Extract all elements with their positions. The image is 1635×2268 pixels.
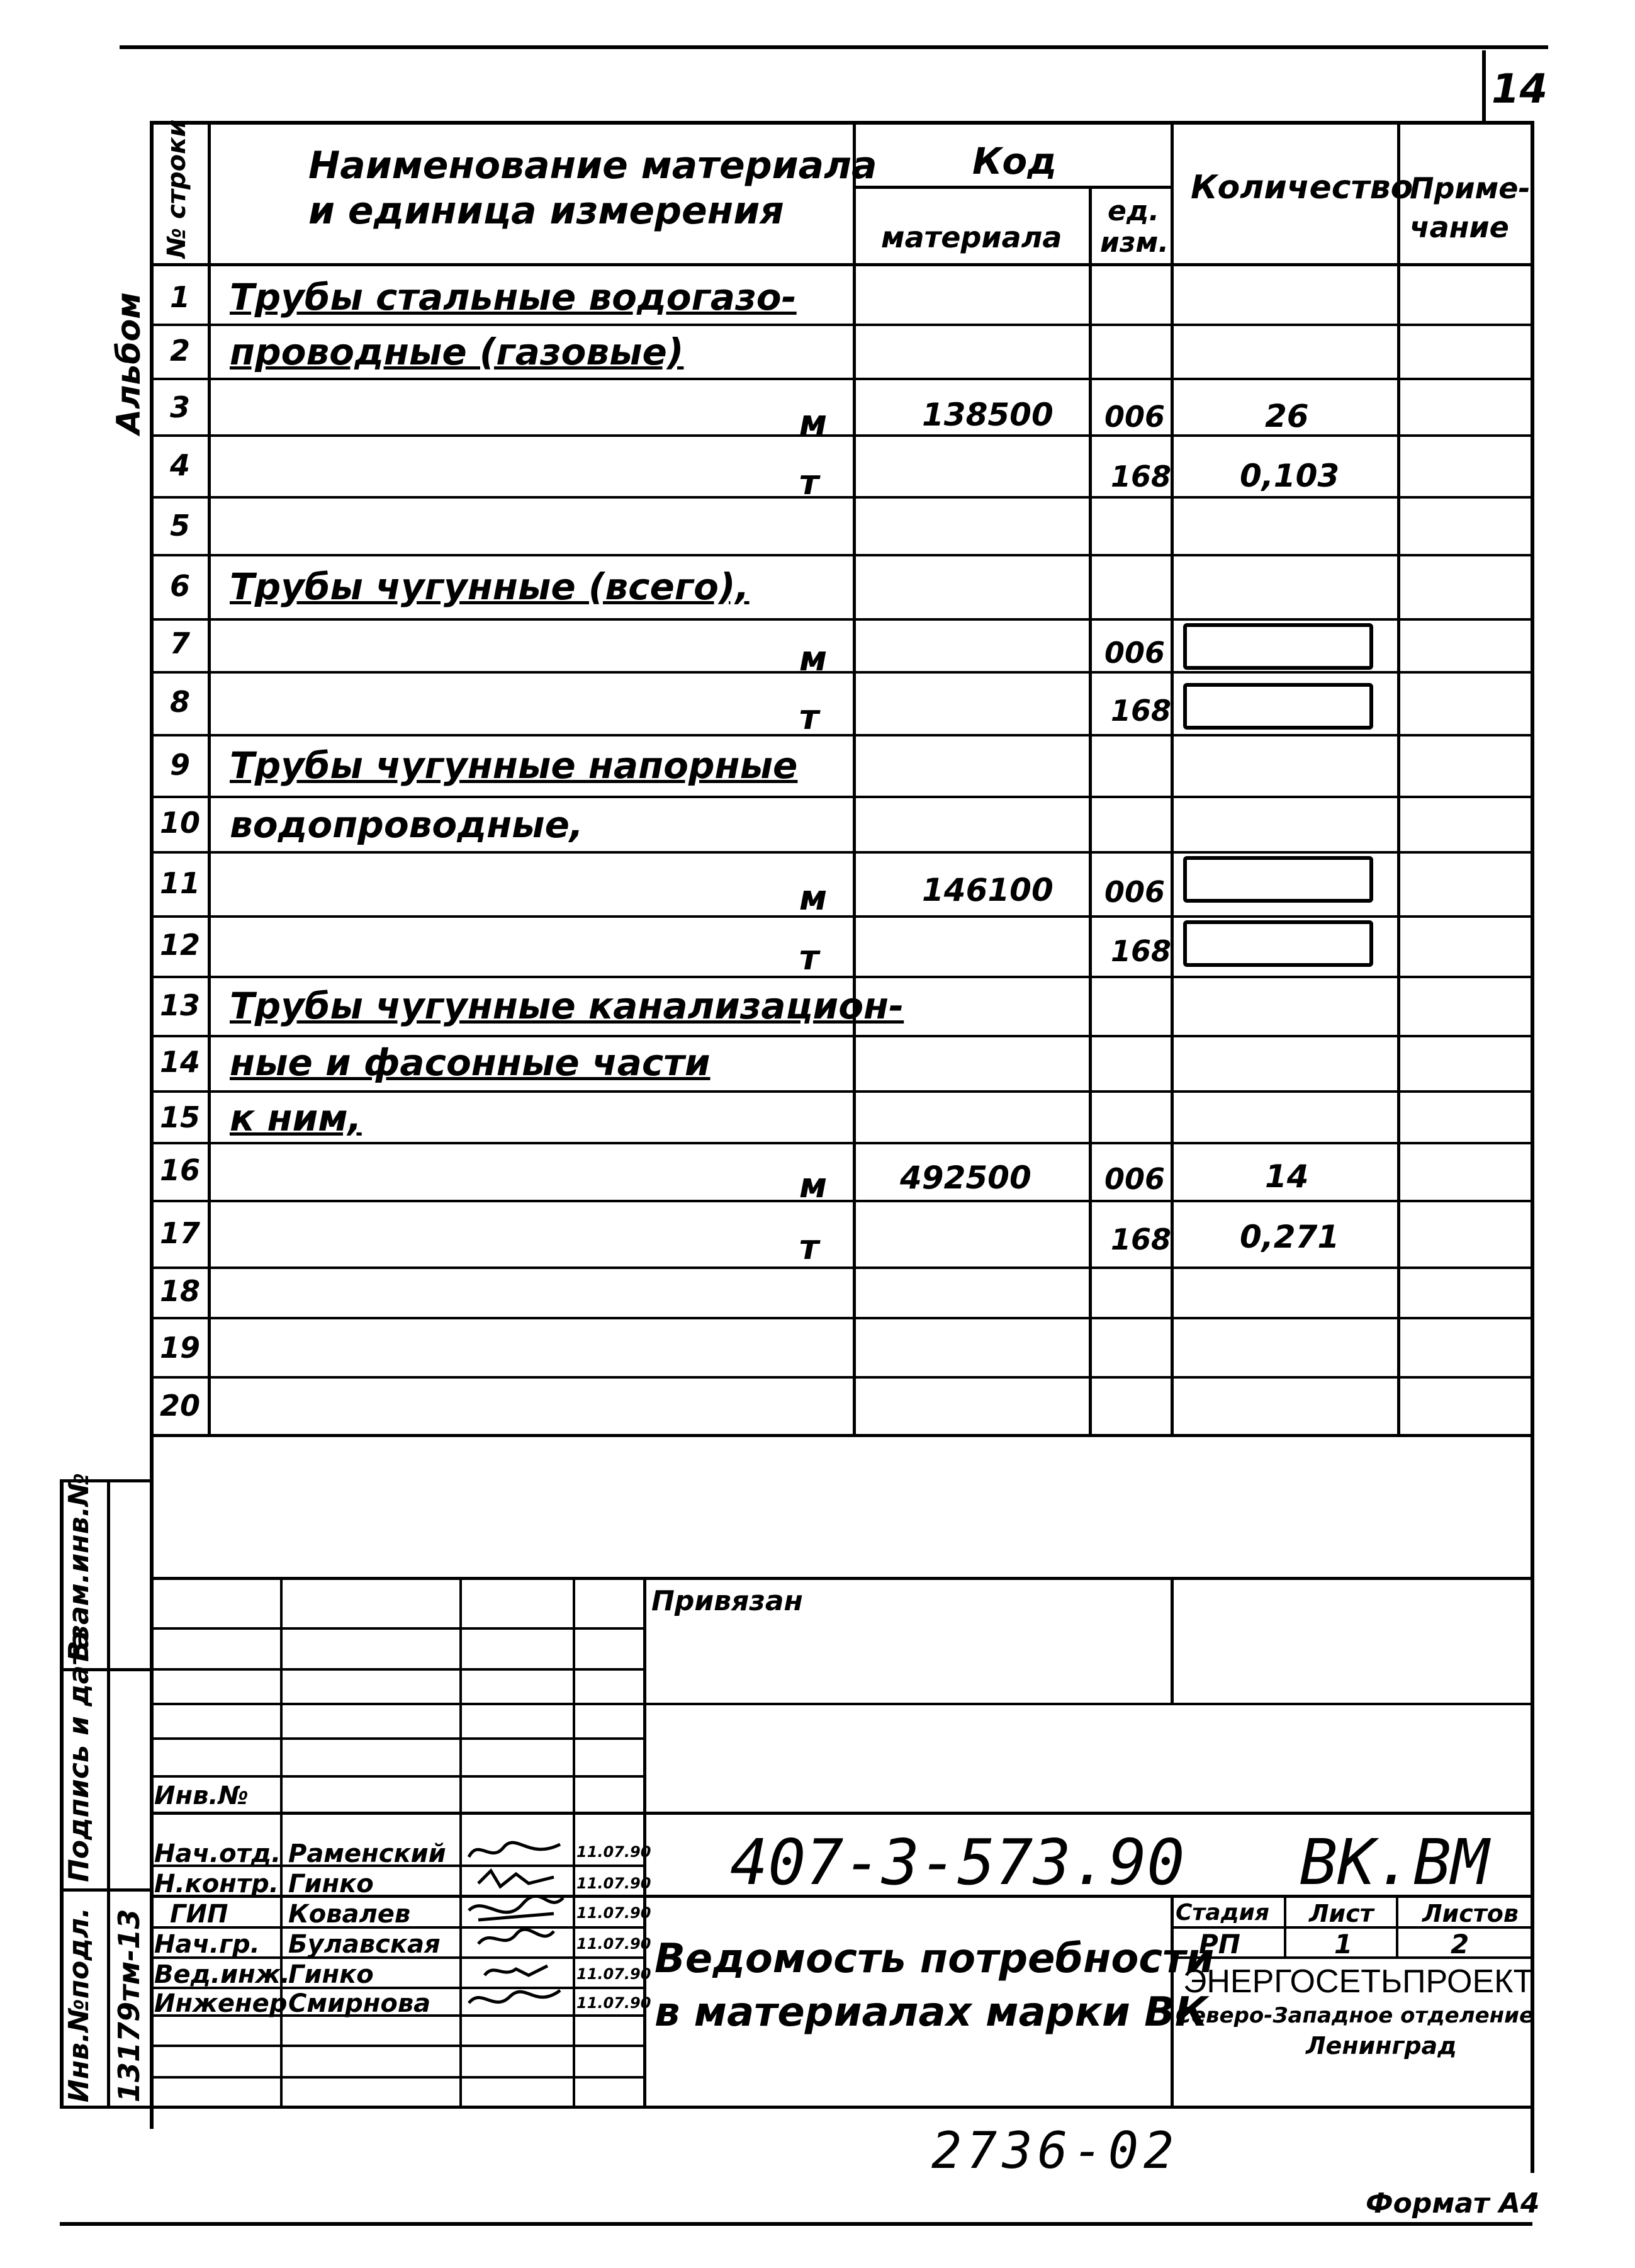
unit-label: т [799, 697, 819, 737]
row-line [150, 671, 1534, 674]
signature [472, 1865, 560, 1895]
side-strip-divider [60, 1888, 151, 1892]
row-line [150, 976, 1534, 978]
row-number: 15 [159, 1100, 200, 1134]
role-label: Вед.инж. [154, 1960, 290, 1989]
row-number: 10 [159, 806, 200, 840]
role-label: Нач.гр. [154, 1930, 260, 1959]
organization-name: ЭНЕРГОСЕТЬПРОЕКТ [1183, 1963, 1534, 2000]
sheet-value: 1 [1334, 1929, 1353, 1960]
unit-code: 006 [1104, 875, 1166, 909]
document-title-line2: в материалах марки ВК [655, 1989, 1208, 2036]
format-label: Формат А4 [1366, 2187, 1540, 2220]
sign-date: 11.07.90 [576, 1904, 651, 1922]
sign-date: 11.07.90 [576, 1994, 651, 2012]
name-header-line1: Наименование материала [308, 144, 877, 188]
row-line [150, 1035, 1534, 1037]
vzam-inv-label: Взам.инв.№ [63, 1472, 95, 1662]
inv-value: 13179тм-13 [112, 1909, 146, 2102]
unit-code: 006 [1104, 636, 1166, 670]
sign-date: 11.07.90 [576, 1965, 651, 1983]
bottom-border-line [60, 2222, 1532, 2226]
stamp-col-line [1284, 1895, 1286, 1956]
signature [478, 1956, 554, 1985]
stage-label: Стадия [1176, 1900, 1269, 1926]
sheet-label: Лист [1309, 1900, 1374, 1927]
sign-date: 11.07.90 [576, 1935, 651, 1953]
header-col-line [853, 121, 856, 1436]
material-name: ные и фасонные части [230, 1041, 711, 1084]
person-name: Раменский [288, 1839, 446, 1868]
person-name: Булавская [288, 1930, 441, 1959]
row-line [150, 378, 1534, 380]
material-name: Трубы стальные водогазо- [230, 276, 797, 319]
row-line [150, 1267, 1534, 1269]
unit-code: 168 [1111, 934, 1172, 968]
stamp-col-line [643, 1577, 646, 2106]
unit-code: 168 [1111, 694, 1172, 728]
unit-code: 168 [1111, 1222, 1172, 1256]
unit-code: 006 [1104, 1162, 1166, 1196]
role-label: Инженер [154, 1989, 288, 2018]
stamp-line [150, 2045, 644, 2047]
row-number: 9 [169, 748, 190, 782]
material-name: Трубы чугунные напорные [230, 744, 798, 787]
row-number: 5 [169, 509, 190, 543]
header-col-line [1397, 121, 1400, 1436]
row-number: 20 [159, 1389, 200, 1423]
role-label: Нач.отд. [154, 1839, 281, 1868]
inv-no-podl-label: Инв.№подл. [63, 1907, 95, 2102]
unit-label: т [799, 463, 819, 502]
document-code: 407-3-573.90 [730, 1825, 1185, 1899]
unit-label: м [799, 878, 828, 918]
role-label: Н.контр. [154, 1870, 279, 1898]
row-line [150, 1434, 1534, 1437]
stamp-col-line [1171, 1577, 1174, 1703]
page-number-box-left [1482, 50, 1486, 121]
row-line [150, 1317, 1534, 1319]
signature-date-label: Подпись и дата [63, 1630, 95, 1882]
row-line [150, 734, 1534, 736]
material-name: к ним, [230, 1097, 362, 1139]
quantity-value: 0,271 [1240, 1219, 1340, 1255]
material-name: Трубы чугунные (всего), [230, 565, 750, 608]
quantity-header: Количество [1191, 169, 1413, 206]
archive-number: 2736-02 [931, 2121, 1179, 2180]
row-line [150, 1200, 1534, 1202]
quantity-blank-box [1183, 856, 1373, 903]
row-number: 1 [169, 280, 190, 314]
unit-label: м [799, 1166, 828, 1205]
row-number: 11 [159, 866, 200, 900]
stamp-line [150, 1668, 644, 1671]
header-bottom-line [150, 263, 1534, 266]
row-number: 7 [169, 626, 190, 660]
row-number: 17 [159, 1216, 200, 1250]
row-line [150, 915, 1534, 918]
table-top-line [150, 121, 1534, 125]
signature [466, 1835, 566, 1866]
signature [466, 1984, 566, 2014]
row-number: 18 [159, 1274, 200, 1308]
row-number: 16 [159, 1153, 200, 1187]
inv-no-label: Инв.№ [154, 1781, 249, 1810]
row-number: 19 [159, 1331, 200, 1365]
sign-date: 11.07.90 [576, 1875, 651, 1892]
row-number: 6 [169, 569, 190, 603]
row-number: 14 [159, 1045, 200, 1079]
quantity-blank-box [1183, 920, 1373, 967]
person-name: Смирнова [288, 1989, 431, 2018]
stamp-line [150, 1627, 644, 1630]
document-mark: ВК.ВМ [1300, 1825, 1490, 1899]
top-border-line [120, 45, 1548, 49]
privyazan-label: Привязан [651, 1585, 803, 1617]
row-line [150, 554, 1534, 556]
row-number: 3 [169, 390, 190, 424]
material-name: Трубы чугунные канализацион- [230, 984, 904, 1027]
stamp-line [150, 1812, 1534, 1815]
row-line [150, 796, 1534, 798]
row-line [150, 1090, 1534, 1093]
stamp-line [150, 2076, 644, 2079]
stamp-col-line [573, 1577, 575, 2106]
row-line [150, 1376, 1534, 1379]
material-code: 492500 [900, 1159, 1031, 1196]
material-name: водопроводные, [230, 803, 583, 846]
name-header-line2: и единица измерения [308, 189, 784, 233]
album-label-fragment: Альбом [110, 292, 148, 434]
unit-label: м [799, 639, 828, 679]
row-number: 12 [159, 928, 200, 962]
material-code: 146100 [922, 872, 1053, 908]
sign-date: 11.07.90 [576, 1843, 651, 1861]
unit-label: м [799, 403, 828, 443]
sheets-value: 2 [1451, 1929, 1469, 1960]
row-line [150, 618, 1534, 621]
sheets-label: Листов [1422, 1900, 1519, 1927]
header-sub-line [853, 186, 1171, 189]
stamp-col-line [459, 1577, 462, 2106]
code-material-header: материала [881, 220, 1062, 254]
stamp-col-line [1396, 1895, 1398, 1956]
page-number: 14 [1492, 66, 1548, 113]
material-name: проводные (газовые) [230, 330, 684, 373]
header-col-line [1089, 186, 1092, 1436]
signature [472, 1925, 560, 1955]
quantity-blank-box [1183, 683, 1373, 730]
row-number: 2 [169, 334, 190, 368]
side-strip-mid-line [107, 1479, 110, 2109]
note-header-2: чание [1410, 210, 1509, 244]
quantity-blank-box [1183, 623, 1373, 670]
row-line [150, 851, 1534, 854]
row-line [150, 496, 1534, 499]
stamp-line [150, 1737, 644, 1740]
frame-right-line [1531, 121, 1534, 2173]
unit-code: 006 [1104, 400, 1166, 434]
person-name: Ковалев [288, 1900, 411, 1929]
row-line [150, 434, 1534, 437]
signature [466, 1895, 566, 1926]
quantity-value: 0,103 [1240, 458, 1340, 494]
role-label: ГИП [170, 1900, 228, 1929]
unit-code: 168 [1111, 460, 1172, 494]
organization-city: Ленинград [1306, 2032, 1457, 2060]
organization-branch: Северо-Западное отделение [1176, 2003, 1534, 2028]
side-strip-bottom-line [60, 2106, 151, 2109]
quantity-value: 26 [1265, 398, 1309, 434]
stamp-line [150, 1775, 644, 1778]
stamp-line [150, 1703, 1534, 1705]
stage-value: РП [1199, 1929, 1240, 1960]
material-code: 138500 [922, 397, 1053, 433]
code-unit-header-2: изм. [1100, 227, 1169, 259]
row-line [150, 1142, 1534, 1144]
document-title-line1: Ведомость потребности [655, 1936, 1215, 1982]
code-header: Код [972, 140, 1057, 183]
unit-label: т [799, 938, 819, 978]
note-header-1: Приме- [1410, 171, 1531, 205]
row-number: 13 [159, 988, 200, 1022]
row-number-header: № строки [162, 119, 191, 258]
person-name: Гинко [288, 1870, 374, 1898]
row-number: 8 [169, 685, 190, 719]
unit-label: т [799, 1227, 819, 1267]
stamp-line [150, 1577, 1534, 1580]
stamp-bottom-line [150, 2106, 1534, 2109]
code-unit-header-1: ед. [1108, 195, 1160, 227]
row-line [150, 324, 1534, 326]
quantity-value: 14 [1265, 1158, 1309, 1195]
row-number: 4 [169, 448, 190, 482]
person-name: Гинко [288, 1960, 374, 1989]
